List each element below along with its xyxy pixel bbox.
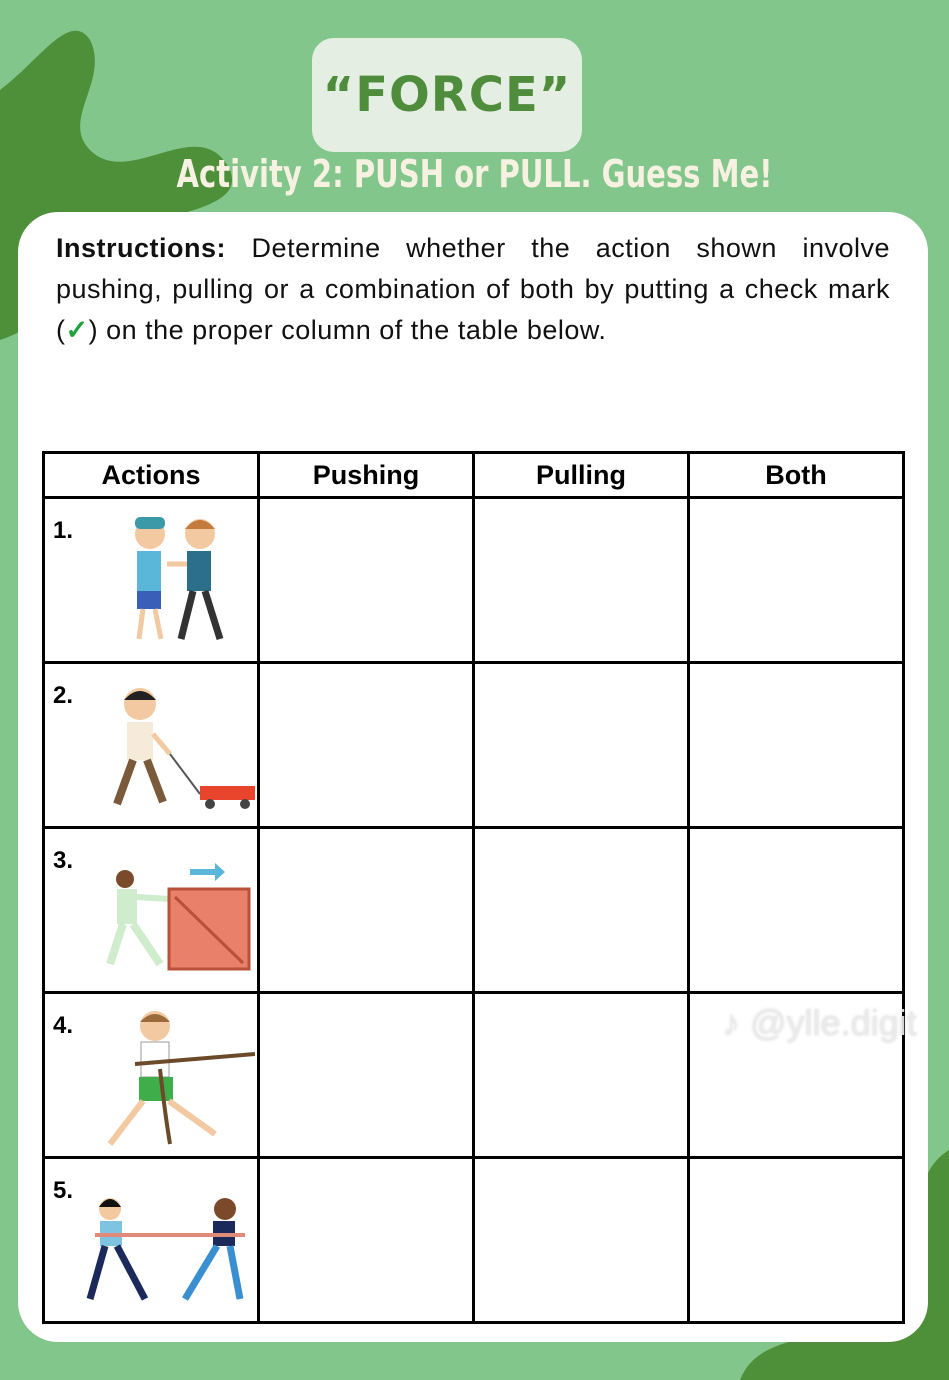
- boy-pulling-wagon-image: [75, 674, 255, 819]
- action-cell: [44, 663, 259, 828]
- row-number: 2.: [53, 682, 74, 709]
- action-cell: [44, 498, 259, 663]
- pulling-cell[interactable]: [474, 1158, 689, 1323]
- instructions-label: Instructions:: [56, 233, 227, 263]
- row-number: 3.: [53, 847, 74, 874]
- check-mark-icon: ✓: [65, 315, 89, 345]
- boy-pushing-boy-image: [75, 509, 255, 654]
- col-actions: Actions: [44, 453, 259, 498]
- table-row: [44, 498, 904, 663]
- col-pushing: Pushing: [259, 453, 474, 498]
- table-row: [44, 1158, 904, 1323]
- pulling-cell[interactable]: [474, 828, 689, 993]
- both-cell[interactable]: [689, 498, 904, 663]
- both-cell[interactable]: [689, 663, 904, 828]
- watermark: ♪ @ylle.digit: [722, 1002, 917, 1043]
- boy-pulling-rope-image: [75, 1004, 255, 1149]
- pulling-cell[interactable]: [474, 498, 689, 663]
- man-pushing-crate-image: [75, 839, 255, 984]
- tug-of-war-image: [75, 1169, 255, 1314]
- row-number: 1.: [53, 517, 74, 544]
- page-title: “FORCE”: [322, 67, 572, 123]
- instructions: [56, 228, 890, 351]
- row-number: 4.: [53, 1012, 74, 1039]
- action-cell: [44, 993, 259, 1158]
- title-box: [312, 38, 582, 152]
- pushing-cell[interactable]: [259, 498, 474, 663]
- activity-table: [42, 451, 905, 1324]
- instructions-text: Determine whether the action shown involve pushing, pulling or a combination of both by putting a check mark (: [56, 233, 890, 345]
- action-cell: [44, 1158, 259, 1323]
- both-cell[interactable]: [689, 1158, 904, 1323]
- col-pulling: Pulling: [474, 453, 689, 498]
- pulling-cell[interactable]: [474, 663, 689, 828]
- both-cell[interactable]: [689, 828, 904, 993]
- pushing-cell[interactable]: [259, 663, 474, 828]
- row-number: 5.: [53, 1177, 74, 1204]
- table-row: [44, 828, 904, 993]
- instructions-text-end: ) on the proper column of the table below.: [88, 315, 607, 345]
- action-cell: [44, 828, 259, 993]
- pushing-cell[interactable]: [259, 828, 474, 993]
- pushing-cell[interactable]: [259, 1158, 474, 1323]
- pushing-cell[interactable]: [259, 993, 474, 1158]
- activity-subtitle: Activity 2: PUSH or PULL. Guess Me!: [176, 152, 773, 196]
- table-row: [44, 663, 904, 828]
- col-both: Both: [689, 453, 904, 498]
- pulling-cell[interactable]: [474, 993, 689, 1158]
